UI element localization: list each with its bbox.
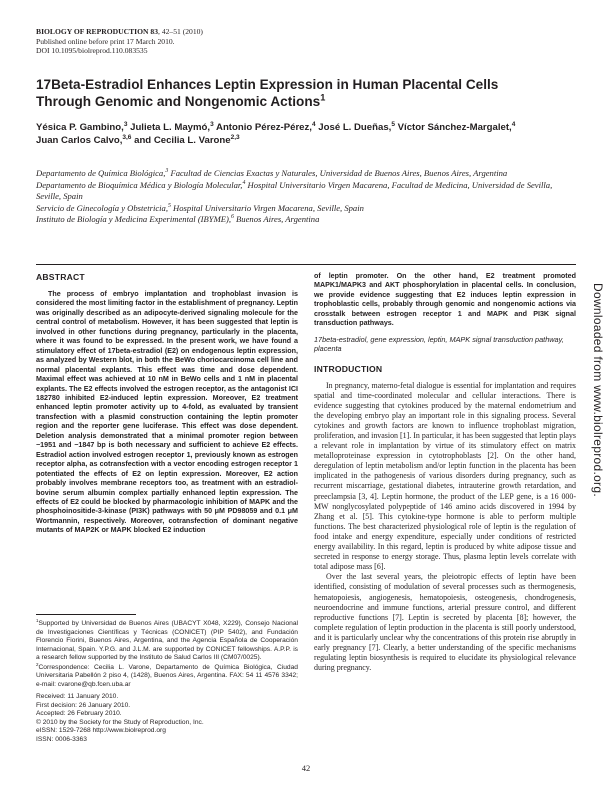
abstract-continuation: of leptin promoter. On the other hand, E2 treatment promoted MAPK1/MAPK3 and AKT phosphorylation in placental cells. In conclusion, we provide evidence suggesting that E2 induces leptin expression in trophoblastic cells, probably through genomic and nongenomic actions via crosstalk between estrogen receptor 1 and MAPK and PI3K signal transduction pathways. [314,272,576,328]
article-title [36,77,556,110]
author: Víctor Sánchez-Margalet,$^4$ [397,120,516,133]
download-side-note [588,210,608,570]
received-line: eISSN: 1529-7268 http://www.biolreprod.org [36,727,166,734]
received-dates [36,693,298,744]
section-divider [36,264,576,265]
doi-line: DOI 10.1095/biolreprod.110.083535 [36,46,148,56]
received-line: First decision: 26 January 2010. [36,701,131,709]
introduction-heading: INTRODUCTION [314,363,383,374]
received-line: Accepted: 26 February 2010. [36,710,122,717]
body-paragraph: In pregnancy, materno-fetal dialogue is essential for implantation and requires spatial and time-coordinated molecular and cellular interactions. There is evidence suggesting that cytokines produced by the maternal endometrium and the developing embryo play an important role in this signaling process. Several cytokines and growth factors are known to influence trophoblast migration, proliferation, and invasion [1]. In particular, it has been suggested that leptin plays a relevant role in implantation by virtue of its stimulatory effect on matrix metalloproteinase expression in cytotrophoblasts [2]. On the other hand, deregulation of leptin metabolism and/or leptin function in the placenta has been implicated in the pathogenesis of various disorders during pregnancy, such as recurrent miscarriage, gestational diabetes, intrauterine growth retardation, and preeclampsia [3, 4]. Leptin hormone, the product of the LEP gene, is a 16 000-MW nonglycosylated polypeptide of 146 amino acids discovered in 1994 by Zhang et al. [5]. This cytokine-type hormone is able to perform multiple functions. The best characterized physiological role of leptin is the regulation of food intake and energy expenditure, especially under conditions of restricted energy availability. In this regard, leptin is produced by white adipose tissue and secreted in response to energy storage. Thus, plasma leptin levels correlate with total adipose mass [6]. [314,380,576,572]
introduction-body [314,381,576,674]
author: and Cecilia L. Varone$^{2,3}$ [134,133,240,146]
affiliation: Instituto de Biología y Medicina Experimental (IBYME),$^6$ Buenos Aires, Argentina [36,214,320,225]
author: Yésica P. Gambino,$^3$ [36,120,128,133]
journal-name: BIOLOGY OF REPRODUCTION [36,27,149,36]
received-line: © 2010 by the Society for the Study of Reproduction, Inc. [36,718,204,726]
footnotes [36,617,298,690]
journal-header [36,27,366,56]
keywords: 17beta-estradiol, gene expression, leptin, MAPK signal transduction pathway, placenta [314,334,564,354]
body-paragraph: Over the last several years, the pleiotropic effects of leptin have been identified, consisting of modulation of several processes such as thermogenesis, hematopoiesis, angiogenesis, hematopoiesis, osteogenesis, chondrogenesis, neuroendocrine and immune functions, arterial pressure control, and different reproductive functions [7]. Leptin is secreted by placenta [8]; however, the complete regulation of leptin production in the placenta is still poorly understood, and it is particularly unclear why the concentrations of this protein rise abruptly in early pregnancy [7]. Clearly, a better understanding of the specific mechanisms regulating leptin biosynthesis is required to elucidate its physiological relevance during pregnancy. [314,572,576,673]
footnote-rule [36,614,136,615]
page-number: 42 [301,763,311,773]
footnote: $^2$Correspondence: Cecilia L. Varone, Departamento de Química Biológica, Ciudad Universitaria Pabellón 2 piso 4, (1428), Buenos Aires, Argentina. FAX: 54 11 4576 3342; e-mail: cvarone@qb.fcen.uba.ar [36,661,298,688]
affiliation: Departamento de Bioquímica Médica y Biología Molecular,$^4$ Hospital Universitario Virgen Macarena, Facultad de Medicina, Universidad de Sevilla, Seville, Spain [36,179,553,202]
right-column [314,272,576,673]
affiliation-list [36,168,566,226]
author: Julieta L. Maymó,$^3$ [130,120,214,133]
article-title-text: 17Beta-Estradiol Enhances Leptin Expression in Human Placental Cells Through Genomic and Nongenomic Actions [36,77,499,109]
author: José L. Dueñas,$^5$ [318,120,395,133]
received-line: Received: 11 January 2010. [36,693,119,700]
published-line: Published online before print 17 March 2010. [36,36,175,46]
title-footnote-marker: 1 [320,91,326,102]
left-column [36,272,298,536]
author: Juan Carlos Calvo,$^{3,6}$ [36,133,132,146]
journal-volume: 83 [150,27,159,36]
journal-citation [36,27,366,37]
received-line: ISSN: 0006-3363 [36,735,87,743]
author-list [36,122,566,147]
download-link[interactable]: Downloaded from www.biolreprod.org. [591,283,605,497]
journal-pages: , 42–51 (2010) [158,27,203,36]
affiliation: Servicio de Ginecología y Obstetricia,$^5$ Hospital Universitario Virgen Macarena, Seville, Spain [36,202,364,213]
abstract-text: The process of embryo implantation and trophoblast invasion is considered the most limiting factor in the establishment of pregnancy. Leptin was originally described as an adipocyte-derived signaling molecule for the central control of metabolism. However, it has been suggested that leptin is involved in other functions during pregnancy, particularly in the placenta, where it was found to be expressed. In the present work, we have found a stimulatory effect of 17beta-estradiol (E2) on endogenous leptin expression, as analyzed by Western blot, in both the BeWo choriocarcinoma cell line and normal placental explants. This effect was time and dose dependent. Maximal effect was achieved at 10 nM in BeWo cells and 1 nM in placental explants. The E2 effects involved the estrogen receptor, as the antagonist ICI 182780 inhibited E2-induced leptin expression. Moreover, E2 treatment enhanced leptin promoter activity up to 4-fold, as evaluated by transient transfection with a plasmid construction containing the leptin promoter region and the reporter gene luciferase. This effect was dose dependent. Deletion analysis demonstrated that a minimal promoter region between −1951 and −1847 bp is both necessary and sufficient to achieve E2 effects. Estradiol action involved estrogen receptor 1, previously known as estrogen receptor alpha, as cotransfection with a vector encoding estrogen receptor 1 potentiated the effects of E2 on leptin expression. Moreover, E2 action probably involves membrane receptors too, as treatment with an estradiol-bovine serum albumin complex partially enhanced leptin expression. The effects of E2 could be blocked by pharmacologic inhibition of MAPK and the phosphoinositide-3-kinase (PI3K) pathways with 50 μM PD98059 and 0.1 μM Wortmannin, respectively. Moreover, cotransfection of dominant negative mutants of MAP2K or MAPK blocked E2 induction [36,290,298,535]
abstract-heading: ABSTRACT [36,272,85,282]
footnote: $^1$Supported by Universidad de Buenos Aires (UBACYT X048, X229), Consejo Nacional de Investigaciones Científicas y Técnicas (CONICET) (PIP 5402), and Fundación Florencio Fiorini, Buenos Aires, Argentina, and the Agencia Española de Cooperación Internacional, Spain. Y.P.G. and J.L.M. are supported by CONICET fellowships. A.P.P. is a research fellow supported by the Instituto de Salud Carlos III (CM07/0025). [36,617,298,661]
affiliation: Departamento de Química Biológica,$^3$ Facultad de Ciencias Exactas y Naturales, Universidad de Buenos Aires, Buenos Aires, Argentina [36,168,508,178]
author: Antonio Pérez-Pérez,$^4$ [216,120,316,133]
